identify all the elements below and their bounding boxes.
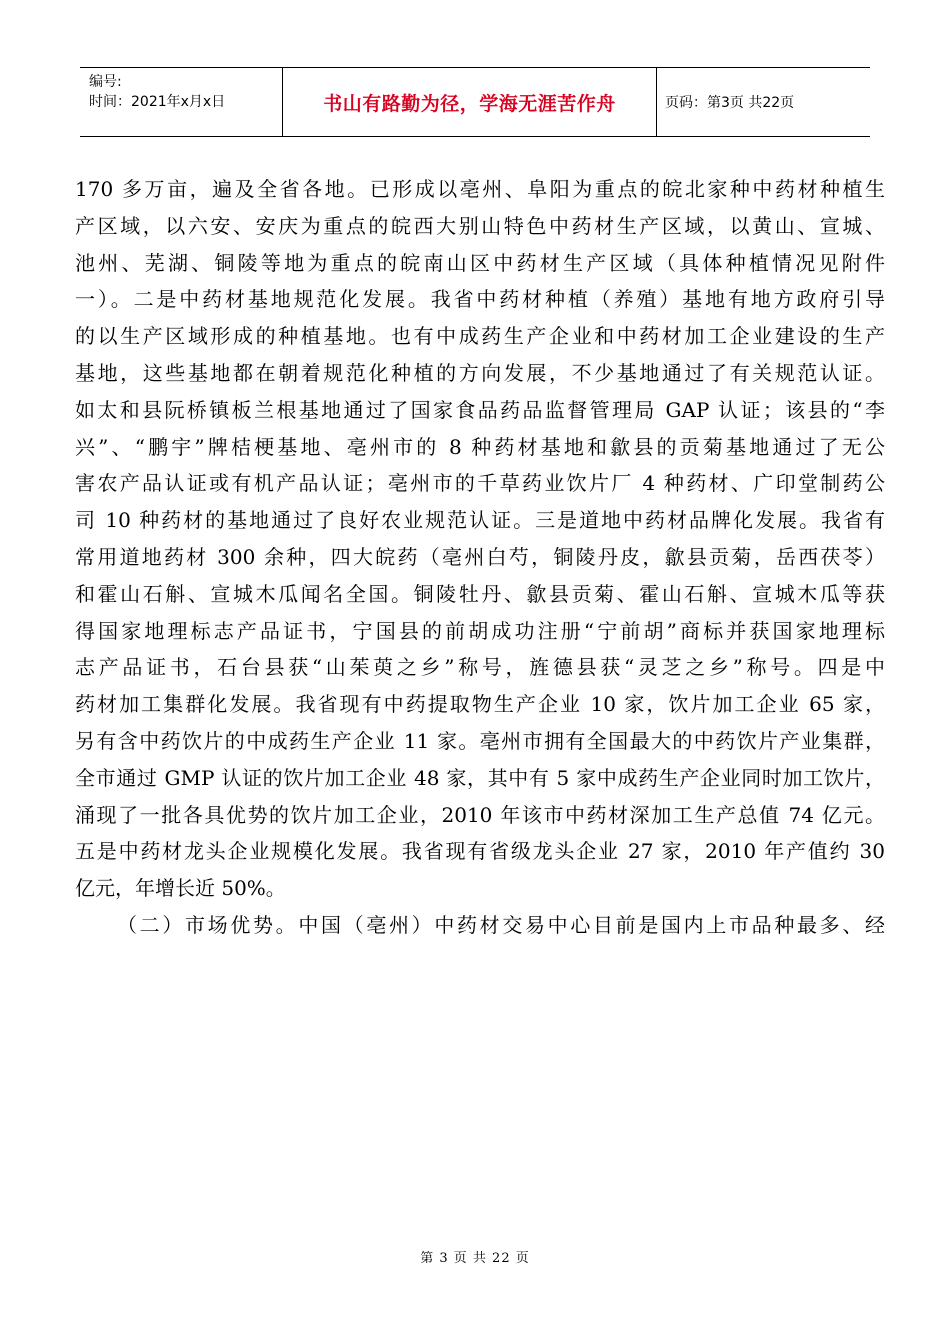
header-motto: 书山有路勤为径，学海无涯苦作舟 (323, 92, 616, 115)
page-header (80, 67, 870, 137)
document-number-label: 编号: (89, 74, 122, 90)
body-line: 全市通过 GMP 认证的饮片加工企业 48 家，其中有 5 家中成药生产企业同时加工饮片， (75, 765, 885, 790)
header-page-cell (657, 68, 870, 136)
body-line: 另有含中药饮片的中成药生产企业 11 家。亳州市拥有全国最大的中药饮片产业集群， (75, 728, 885, 753)
body-line: 害农产品认证或有机产品认证；亳州市的千草药业饮片厂 4 种药材、广印堂制药公 (75, 471, 885, 496)
body-line: 和霍山石斛、宣城木瓜闻名全国。铜陵牡丹、歙县贡菊、霍山石斛、宣城木瓜等获 (75, 581, 885, 606)
body-line: （二）市场优势。中国（亳州）中药材交易中心目前是国内上市品种最多、经 (117, 912, 885, 937)
body-line: 亿元，年增长近 50%。 (75, 876, 286, 901)
body-line: 涌现了一批各具优势的饮片加工企业，2010 年该市中药材深加工生产总值 74 亿元。 (75, 802, 885, 827)
body-line: 池州、芜湖、铜陵等地为重点的皖南山区中药材生产区域（具体种植情况见附件 (75, 250, 885, 275)
body-line: 如太和县阮桥镇板兰根基地通过了国家食品药品监督管理局 GAP 认证；该县的“李 (75, 397, 885, 422)
body-line: 志产品证书，石台县获“山茱萸之乡”称号，旌德县获“灵芝之乡”称号。四是中 (75, 655, 885, 680)
body-line: 产区域，以六安、安庆为重点的皖西大别山特色中药材生产区域，以黄山、宣城、 (75, 213, 885, 238)
document-time-label: 时间：2021年x月x日 (89, 94, 226, 110)
body-line: 170 多万亩，遍及全省各地。已形成以亳州、阜阳为重点的皖北家种中药材种植生 (75, 177, 885, 201)
header-info-cell (80, 68, 283, 136)
body-line: 五是中药材龙头企业规模化发展。我省现有省级龙头企业 27 家，2010 年产值约 30 (75, 839, 885, 864)
header-page-number: 页码：第3页 共22页 (665, 95, 795, 111)
body-line: 兴”、“鹏宇”牌桔梗基地、亳州市的 8 种药材基地和歙县的贡菊基地通过了无公 (75, 434, 885, 459)
page-footer: 第 3 页 共 22 页 (420, 1251, 530, 1266)
document-body (75, 171, 885, 944)
body-line: 一）。二是中药材基地规范化发展。我省中药材种植（养殖）基地有地方政府引导 (75, 287, 885, 312)
body-line: 常用道地药材 300 余种，四大皖药（亳州白芍，铜陵丹皮，歙县贡菊，岳西茯苓） (75, 544, 885, 569)
body-line: 药材加工集群化发展。我省现有中药提取物生产企业 10 家，饮片加工企业 65 家， (75, 692, 885, 717)
body-line: 基地，这些基地都在朝着规范化种植的方向发展，不少基地通过了有关规范认证。 (75, 360, 885, 385)
body-line: 司 10 种药材的基地通过了良好农业规范认证。三是道地中药材品牌化发展。我省有 (75, 508, 885, 533)
header-motto-cell (283, 68, 657, 136)
body-line: 得国家地理标志产品证书，宁国县的前胡成功注册“宁前胡”商标并获国家地理标 (75, 618, 885, 643)
body-line: 的以生产区域形成的种植基地。也有中成药生产企业和中药材加工企业建设的生产 (75, 324, 885, 349)
